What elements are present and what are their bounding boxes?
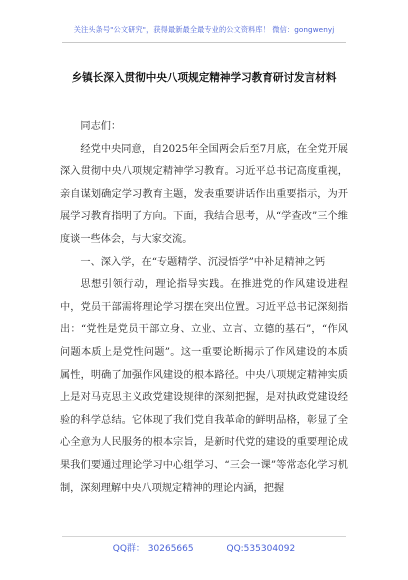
promo-banner[interactable]: 关注头条号"公文研究"，获得最新最全最专业的公文资料库！ 微信：gongwenyj bbox=[73, 25, 335, 34]
footer-divider bbox=[62, 536, 346, 537]
document-body bbox=[60, 116, 348, 500]
paragraph-intro: 经党中央同意，自2025年全国两会后至7月底，在全党开展深入贯彻中央八项规定精神学习教育。习近平总书记高度重视，亲自谋划确定学习教育主题，发表重要讲话作出重要指示，为开展学习教育指明了方向。下面，我结合思考，从“学查改”三个维度谈一些体会，与大家交流。 bbox=[60, 143, 348, 245]
salutation: 同志们： bbox=[80, 121, 122, 132]
qq-group-number[interactable]: QQ群： 30265665 bbox=[112, 544, 194, 554]
section-heading-1: 一、深入学，在“专题精学、沉浸悟学”中补足精神之钙 bbox=[80, 256, 326, 268]
footer-contact bbox=[0, 541, 408, 554]
document-title: 乡镇长深入贯彻中央八项规定精神学习教育研讨发言材料 bbox=[71, 72, 337, 84]
paragraph-body: 思想引领行动，理论指导实践。在推进党的作风建设进程中，党员干部需将理论学习摆在突出位置。习近平总书记深刻指出：“党性是党员干部立身、立业、立言、立德的基石”，“作风问题本质上是党性问题”。这一重要论断揭示了作风建设的本质属性，明确了加强作风建设的根本路径。中央八项规定精神实质上是对马克思主义政党建设规律的深刻把握，是对执政党建设经验的科学总结。它体现了我们党自我革命的鲜明品格，彰显了全心全意为人民服务的根本宗旨，是新时代党的建设的重要理论成果我们要通过理论学习中心组学习、“三会一课”等常态化学习机制，深刻理解中央八项规定精神的理论内涵，把握 bbox=[60, 279, 348, 494]
header-divider bbox=[62, 42, 346, 43]
qq-contact-number[interactable]: QQ:535304092 bbox=[226, 544, 296, 554]
